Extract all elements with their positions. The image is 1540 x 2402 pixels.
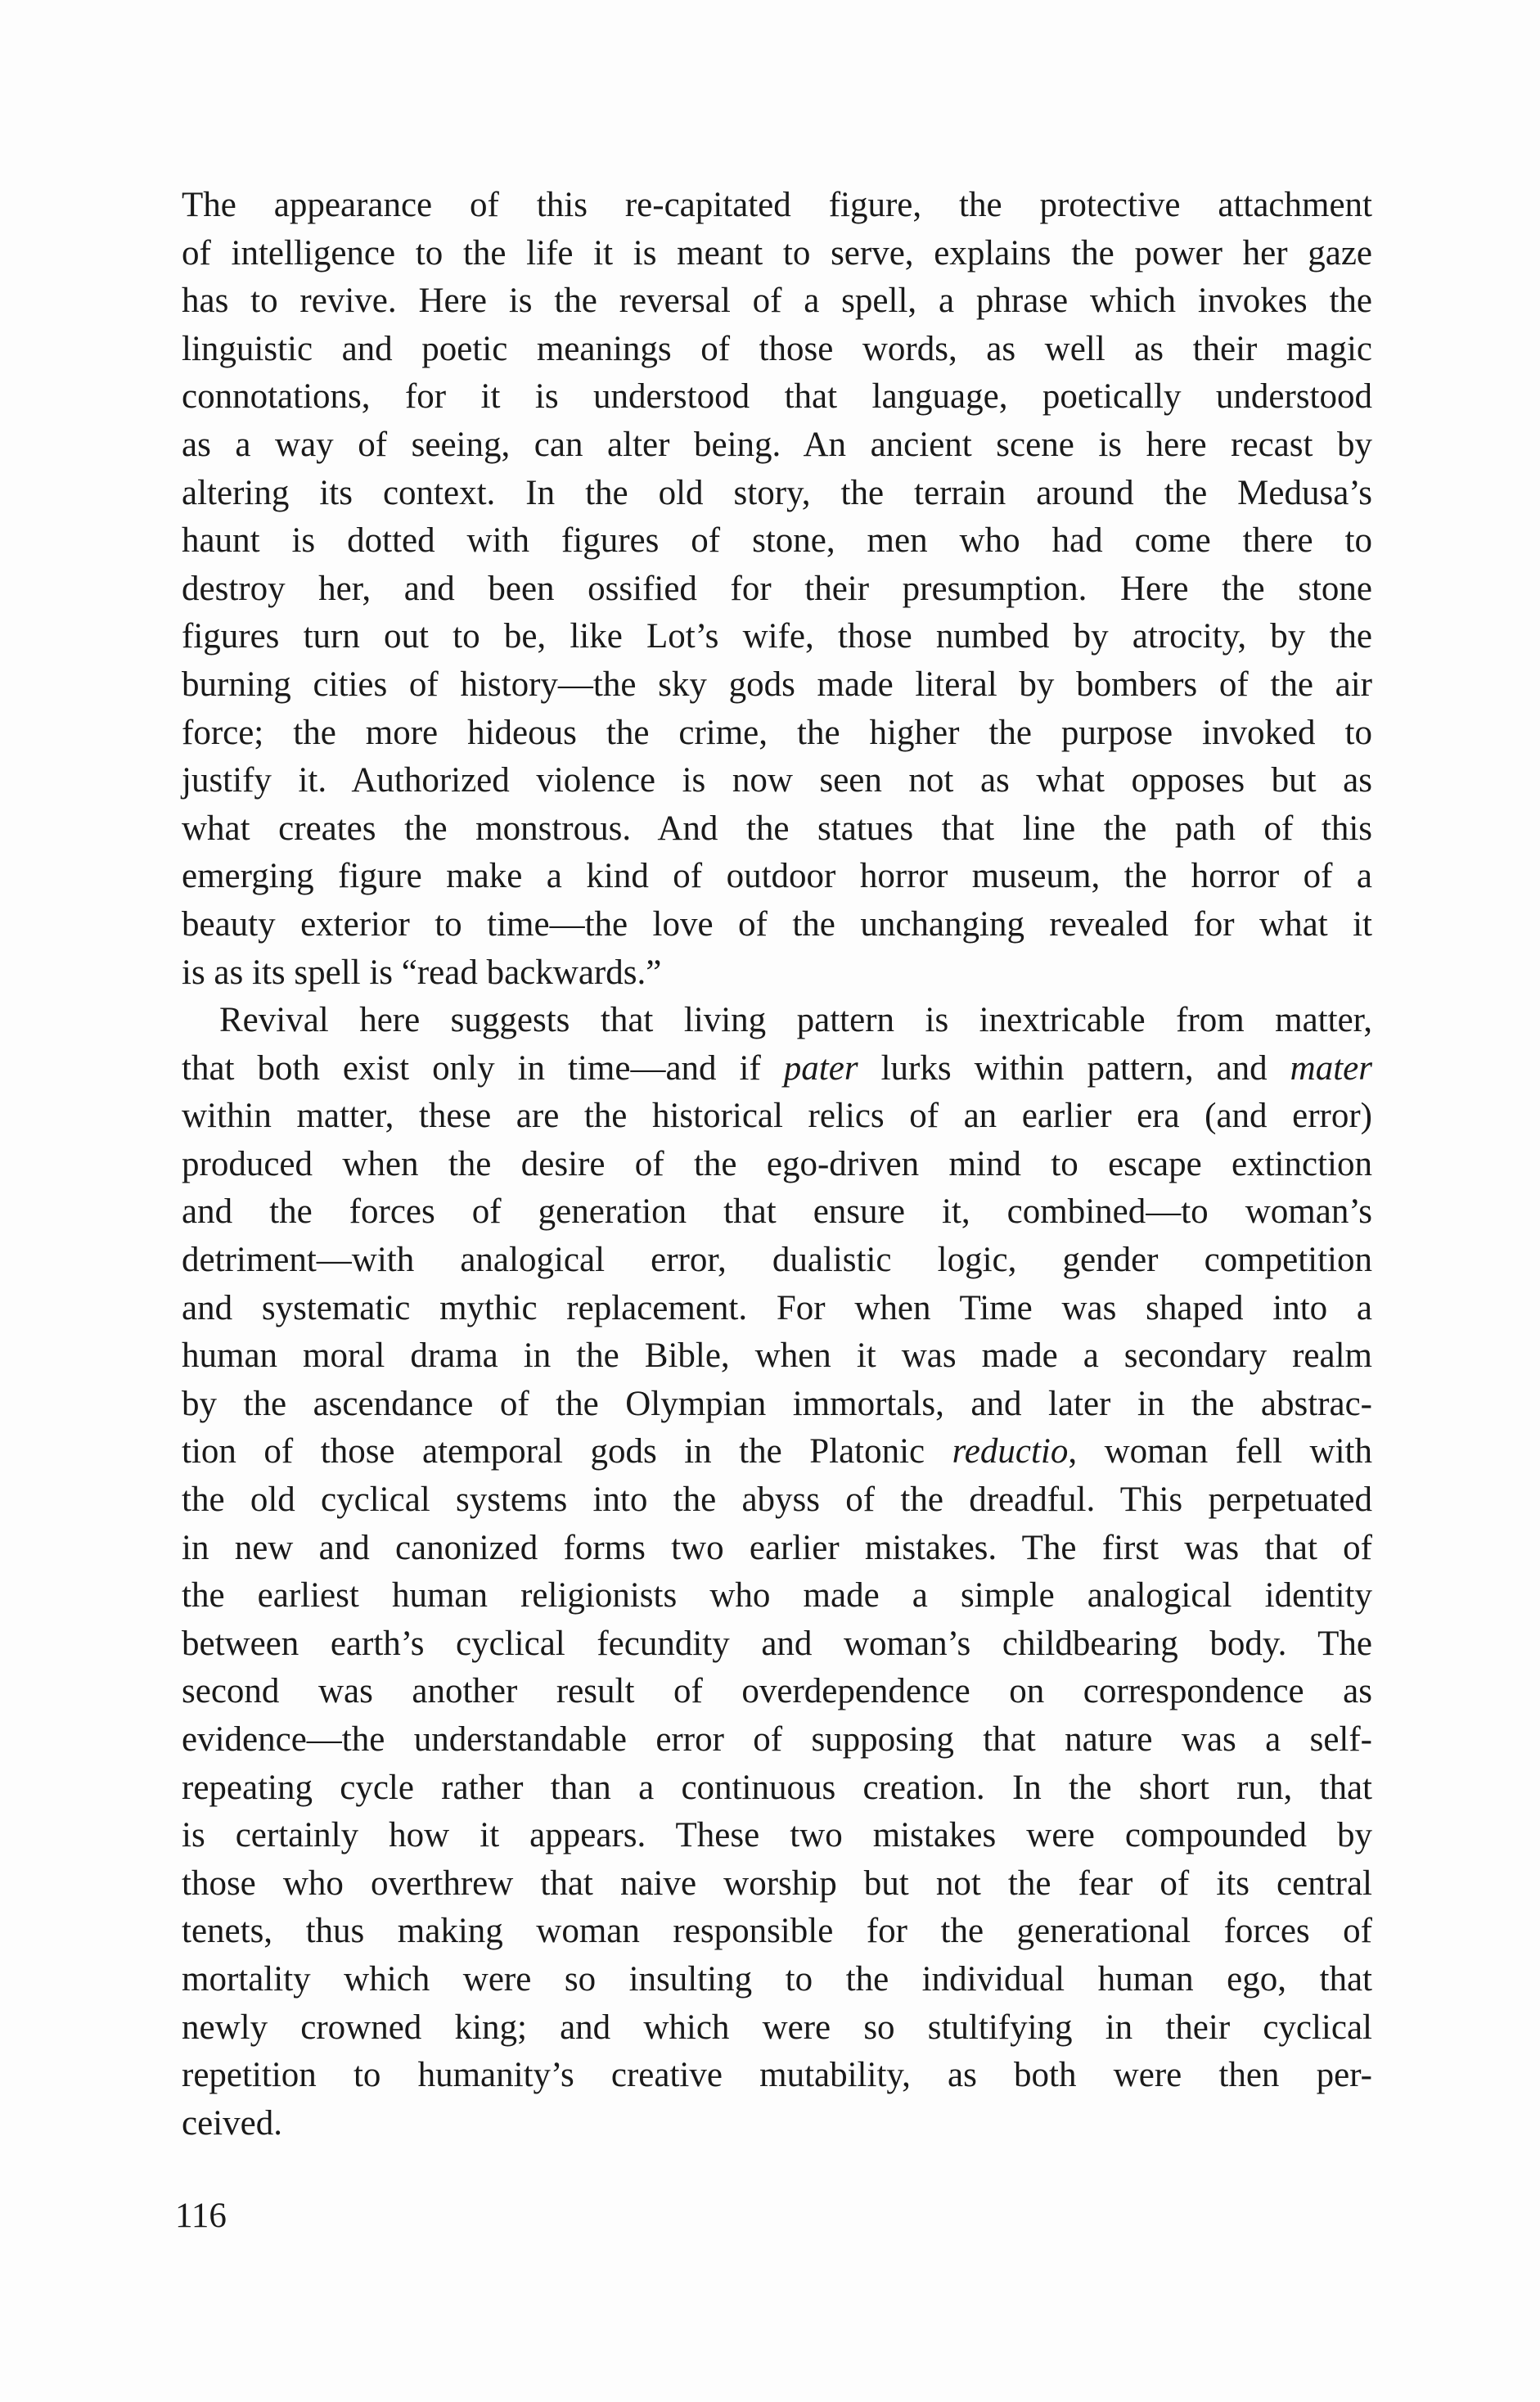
text-line: connotations, for it is understood that language, poetically understood [182,377,1372,417]
text-line: human moral drama in the Bible, when it was made a secondary realm [182,1336,1372,1376]
text-line: justify it. Authorized violence is now seen not as what opposes but as [182,761,1372,800]
text-line: between earth’s cyclical fecundity and woman’s childbearing body. The [182,1624,1372,1663]
italic-word: pater [783,1048,858,1088]
text-line: repeating cycle rather than a continuous creation. In the short run, that [182,1768,1372,1807]
text-line: as a way of seeing, can alter being. An ancient scene is here recast by [182,425,1372,464]
text-line: haunt is dotted with figures of stone, men who had come there to [182,521,1372,561]
text-line: emerging figure make a kind of outdoor horror museum, the horror of a [182,857,1372,896]
text-line: beauty exterior to time—the love of the unchanging revealed for what it [182,904,1372,944]
text-line: of intelligence to the life it is meant to serve, explains the power her gaze [182,233,1372,273]
text-line: the earliest human religionists who made a simple analogical identity [182,1576,1372,1616]
text-line: within matter, these are the historical relics of an earlier era (and error) [182,1097,1372,1136]
text-line: has to revive. Here is the reversal of a spell, a phrase which invokes the [182,282,1372,321]
text-line: altering its context. In the old story, the terrain around the Medusa’s [182,473,1372,512]
text-line: what creates the monstrous. And the statues that line the path of this [182,809,1372,848]
text-line: that both exist only in time—and if pater lurks within pattern, and mater [182,1048,1372,1088]
text-line: repetition to humanity’s creative mutability, as both were then per- [182,2056,1372,2095]
text-line: tenets, thus making woman responsible for the generational forces of [182,1912,1372,1951]
text-line: produced when the desire of the ego-driven mind to escape extinction [182,1144,1372,1183]
text-line: tion of those atemporal gods in the Platonic reductio, woman fell with [182,1432,1372,1471]
text-line: figures turn out to be, like Lot’s wife, those numbed by atrocity, by the [182,617,1372,656]
text-line: Revival here suggests that living pattern is inextricable from matter, [219,1001,1372,1040]
text-line: detriment—with analogical error, dualistic logic, gender competition [182,1241,1372,1280]
italic-word: mater [1290,1048,1372,1088]
text-line: linguistic and poetic meanings of those words, as well as their magic [182,329,1372,368]
text-line: is as its spell is “read backwards.” [182,953,662,992]
text-line: evidence—the understandable error of supposing that nature was a self- [182,1720,1372,1759]
paragraph-2 [182,997,1372,2147]
text-line: in new and canonized forms two earlier mistakes. The first was that of [182,1528,1372,1567]
text-line: and the forces of generation that ensure it, combined—to woman’s [182,1192,1372,1232]
text-line: newly crowned king; and which were so stultifying in their cyclical [182,2008,1372,2047]
paragraph-1 [182,182,1372,997]
text-line: the old cyclical systems into the abyss of the dreadful. This perpetuated [182,1480,1372,1520]
text-line: The appearance of this re-capitated figure, the protective attachment [182,186,1372,224]
text-line: second was another result of overdependence on correspondence as [182,1672,1372,1711]
text-line: burning cities of history—the sky gods made literal by bombers of the air [182,665,1372,704]
text-line: ceived. [182,2103,282,2143]
text-line: mortality which were so insulting to the individual human ego, that [182,1959,1372,1999]
text-line: those who overthrew that naive worship but not the fear of its central [182,1863,1372,1903]
body-text [182,182,1372,2147]
italic-word: reductio [952,1432,1069,1471]
page-number: 116 [175,2197,227,2235]
text-line: by the ascendance of the Olympian immortals, and later in the abstrac- [182,1384,1372,1423]
text-line: and systematic mythic replacement. For when Time was shaped into a [182,1288,1372,1327]
text-line: force; the more hideous the crime, the higher the purpose invoked to [182,713,1372,752]
text-line: destroy her, and been ossified for their presumption. Here the stone [182,569,1372,608]
text-line: is certainly how it appears. These two mistakes were compounded by [182,1816,1372,1855]
